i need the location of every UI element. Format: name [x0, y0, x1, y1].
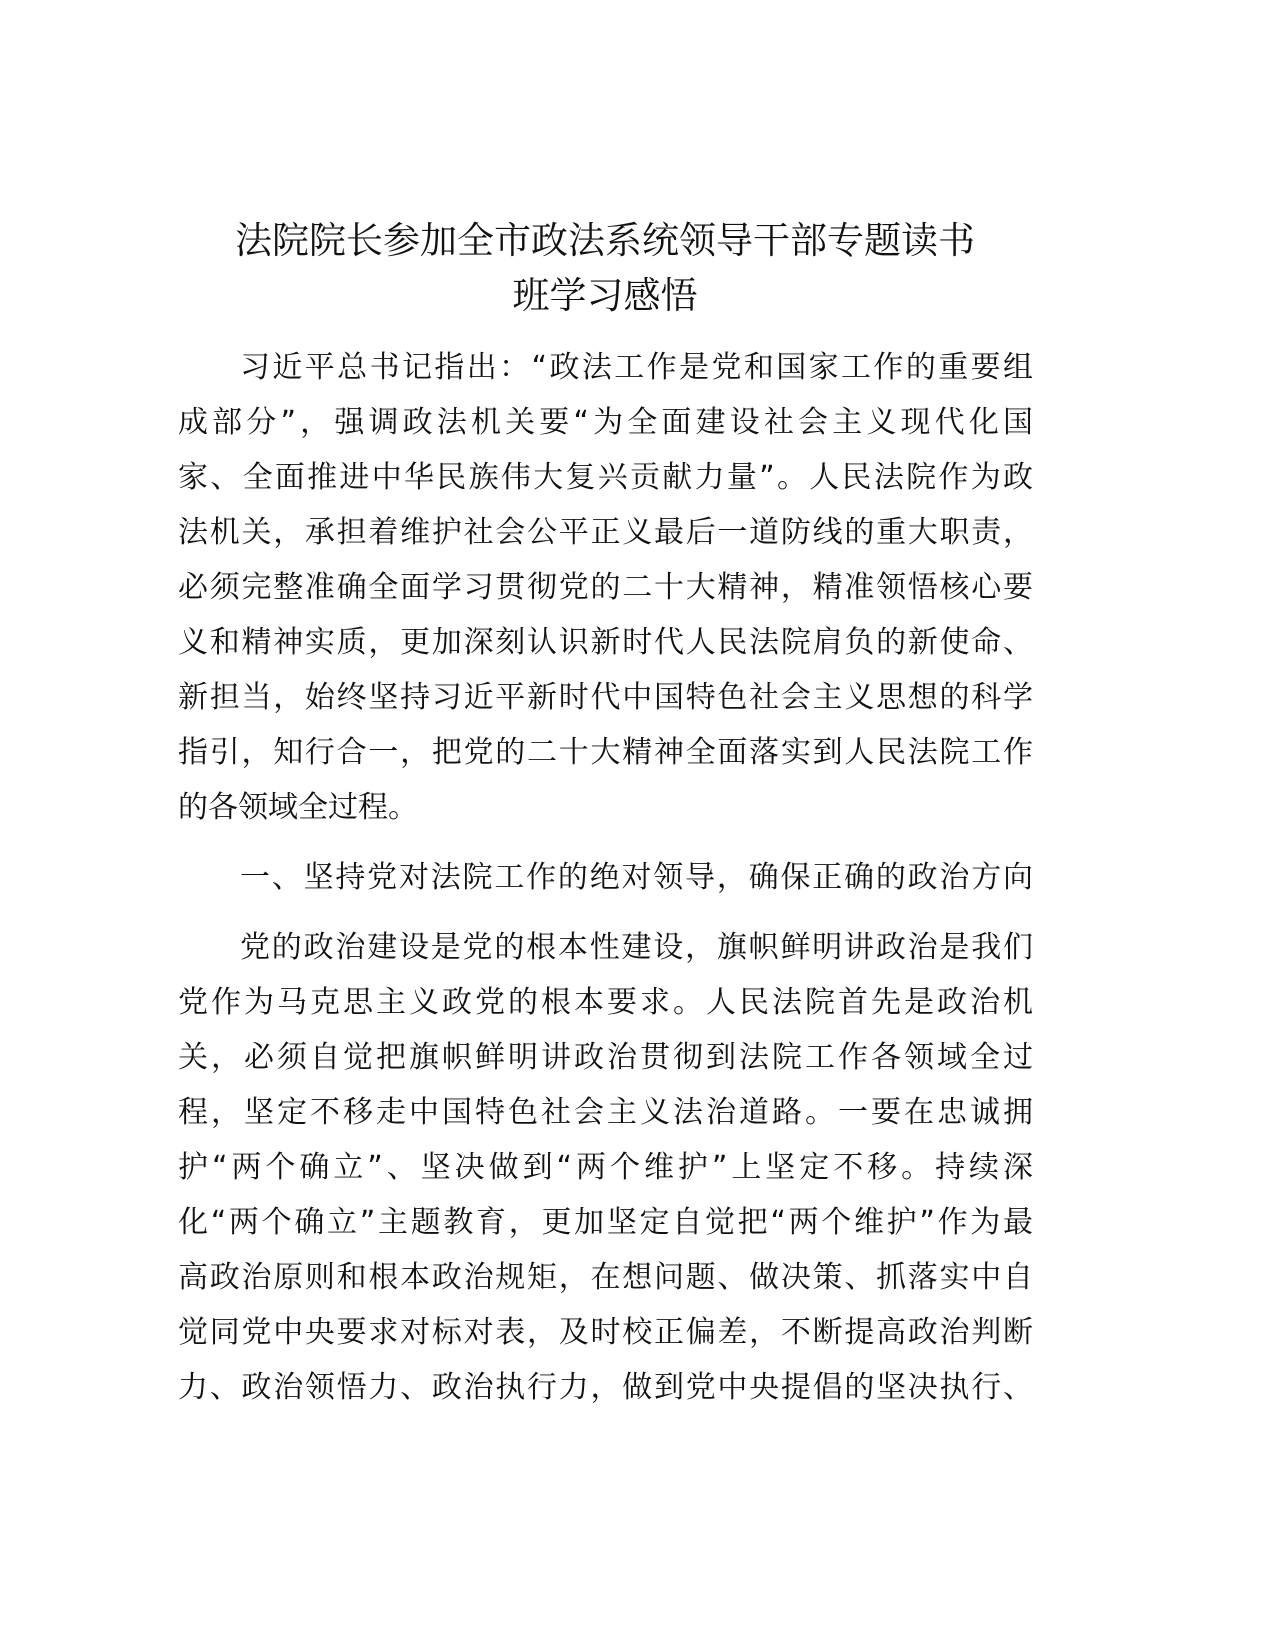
- text-line: 习近平总书记指出：“政法工作是党和国家工作的重要组: [240, 350, 1033, 385]
- text-line: 成部分”，强调政法机关要“为全面建设社会主义现代化国: [178, 405, 1033, 440]
- text-line: 高政治原则和根本政治规矩，在想问题、做决策、抓落实中自: [178, 1260, 1033, 1295]
- text-line: 法机关，承担着维护社会公平正义最后一道防线的重大职责，: [178, 515, 1033, 550]
- text-line: 护“两个确立”、坚决做到“两个维护”上坚定不移。持续深: [178, 1150, 1033, 1185]
- section-heading: 一、坚持党对法院工作的绝对领导，确保正确的政治方向: [240, 860, 1033, 895]
- text-line: 的各领域全过程。: [178, 790, 418, 825]
- text-line: 觉同党中央要求对标对表，及时校正偏差，不断提高政治判断: [178, 1315, 1033, 1350]
- text-line: 党作为马克思主义政党的根本要求。人民法院首先是政治机: [178, 985, 1033, 1020]
- text-line: 新担当，始终坚持习近平新时代中国特色社会主义思想的科学: [178, 680, 1033, 715]
- text-line: 党的政治建设是党的根本性建设，旗帜鲜明讲政治是我们: [240, 930, 1033, 965]
- paragraph-intro: [178, 340, 1033, 835]
- title-line: 班学习感悟: [512, 274, 698, 317]
- text-line: 义和精神实质，更加深刻认识新时代人民法院肩负的新使命、: [178, 625, 1033, 660]
- text-line: 家、全面推进中华民族伟大复兴贡献力量”。人民法院作为政: [178, 460, 1033, 495]
- text-line: 必须完整准确全面学习贯彻党的二十大精神，精准领悟核心要: [178, 570, 1033, 605]
- text-line: 指引，知行合一，把党的二十大精神全面落实到人民法院工作: [178, 735, 1033, 770]
- title-line: 法院院长参加全市政法系统领导干部专题读书: [235, 219, 975, 262]
- paragraph-section-1: [178, 920, 1033, 1415]
- text-line: 关，必须自觉把旗帜鲜明讲政治贯彻到法院工作各领域全过: [178, 1040, 1033, 1075]
- text-line: 化“两个确立”主题教育，更加坚定自觉把“两个维护”作为最: [178, 1205, 1033, 1240]
- text-line: 程，坚定不移走中国特色社会主义法治道路。一要在忠诚拥: [178, 1095, 1033, 1130]
- text-line: 力、政治领悟力、政治执行力，做到党中央提倡的坚决执行、: [178, 1370, 1033, 1405]
- document-body: [178, 340, 1033, 1415]
- document-title: [150, 213, 1060, 323]
